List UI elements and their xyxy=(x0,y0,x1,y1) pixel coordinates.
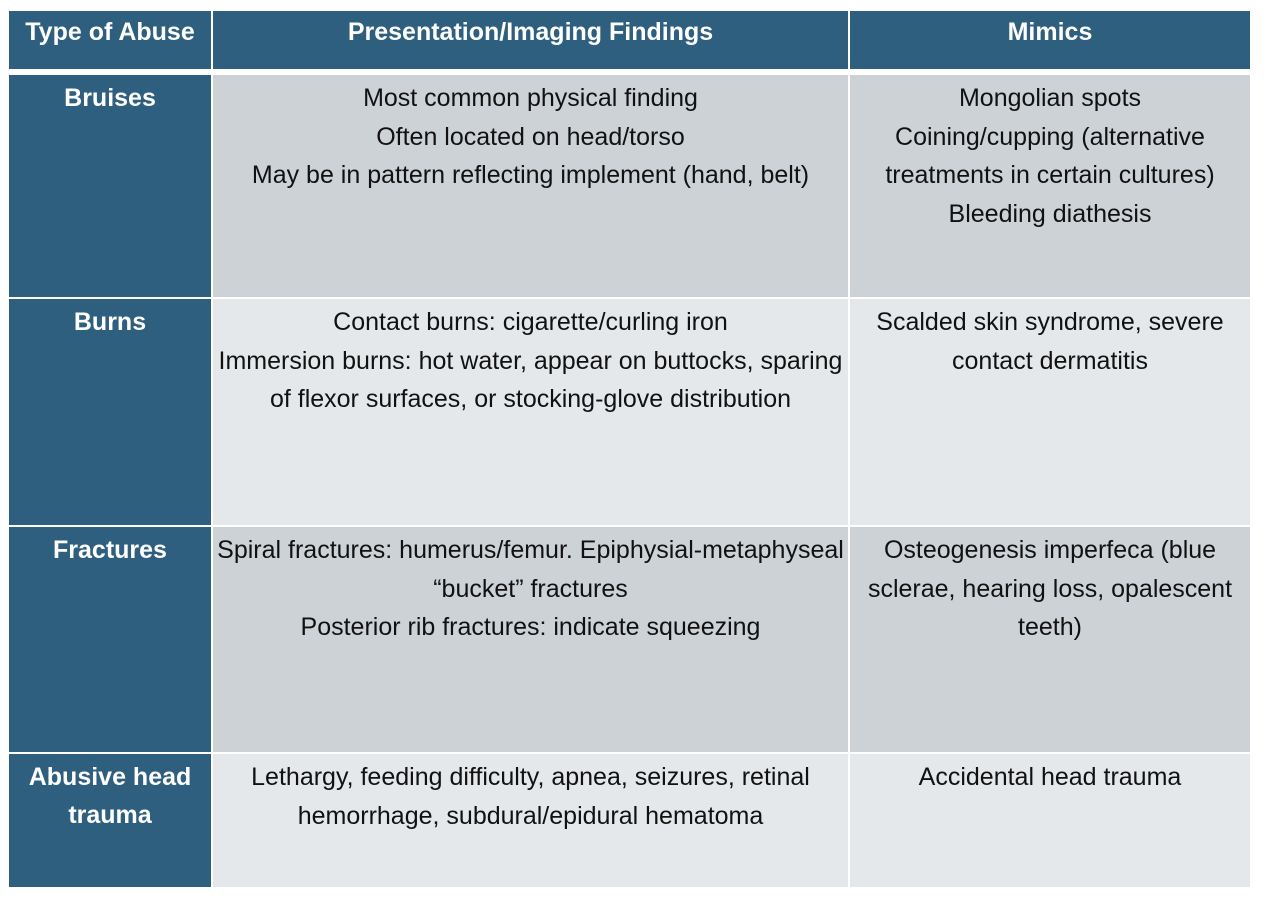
finding-line: May be in pattern reflecting implement (hand, belt) xyxy=(251,161,810,189)
findings-cell-bruises xyxy=(212,72,849,298)
mimic-line: Accidental head trauma xyxy=(918,763,1182,791)
table-row-abusive-head-trauma xyxy=(8,753,1251,888)
mimic-line: Osteogenesis imperfeca (blue sclerae, hearing loss, opalescent teeth) xyxy=(867,536,1233,641)
finding-line: Lethargy, feeding difficulty, apnea, seizures, retinal hemorrhage, subdural/epidural hematoma xyxy=(251,763,810,830)
header-presentation-imaging-findings: Presentation/Imaging Findings xyxy=(212,10,849,72)
table-header xyxy=(8,10,1251,72)
table-row-burns xyxy=(8,298,1251,526)
findings-cell-burns xyxy=(212,298,849,526)
abuse-types-table xyxy=(7,9,1252,889)
row-label-fractures: Fractures xyxy=(8,526,212,753)
header-type-of-abuse: Type of Abuse xyxy=(8,10,212,72)
table-row-bruises xyxy=(8,72,1251,298)
header-row xyxy=(8,10,1251,72)
findings-cell-abusive-head-trauma xyxy=(212,753,849,888)
finding-line: Contact burns: cigarette/curling iron xyxy=(333,308,728,336)
mimic-line: Scalded skin syndrome, severe contact dermatitis xyxy=(876,308,1224,375)
table-body xyxy=(8,72,1251,888)
row-label-burns: Burns xyxy=(8,298,212,526)
mimic-line: Bleeding diathesis xyxy=(948,199,1152,228)
mimics-cell-fractures xyxy=(849,526,1251,753)
row-label-bruises: Bruises xyxy=(8,72,212,298)
mimics-cell-bruises xyxy=(849,72,1251,298)
table-row-fractures xyxy=(8,526,1251,753)
findings-cell-fractures xyxy=(212,526,849,753)
row-label-abusive-head-trauma: Abusive head trauma xyxy=(8,753,212,888)
mimic-line: Coining/cupping (alternative treatments in certain cultures) xyxy=(885,122,1215,189)
finding-line: Posterior rib fractures: indicate squeezing xyxy=(300,613,761,641)
finding-line: Most common physical finding xyxy=(363,84,698,112)
finding-line: Often located on head/torso xyxy=(376,122,685,151)
mimic-line: Mongolian spots xyxy=(958,84,1142,112)
finding-line: Spiral fractures: humerus/femur. Epiphysial-metaphyseal “bucket” fractures xyxy=(217,536,844,603)
header-mimics: Mimics xyxy=(849,10,1251,72)
mimics-cell-abusive-head-trauma xyxy=(849,753,1251,888)
mimics-cell-burns xyxy=(849,298,1251,526)
finding-line: Immersion burns: hot water, appear on buttocks, sparing of flexor surfaces, or stocking-glove distribution xyxy=(218,346,843,413)
